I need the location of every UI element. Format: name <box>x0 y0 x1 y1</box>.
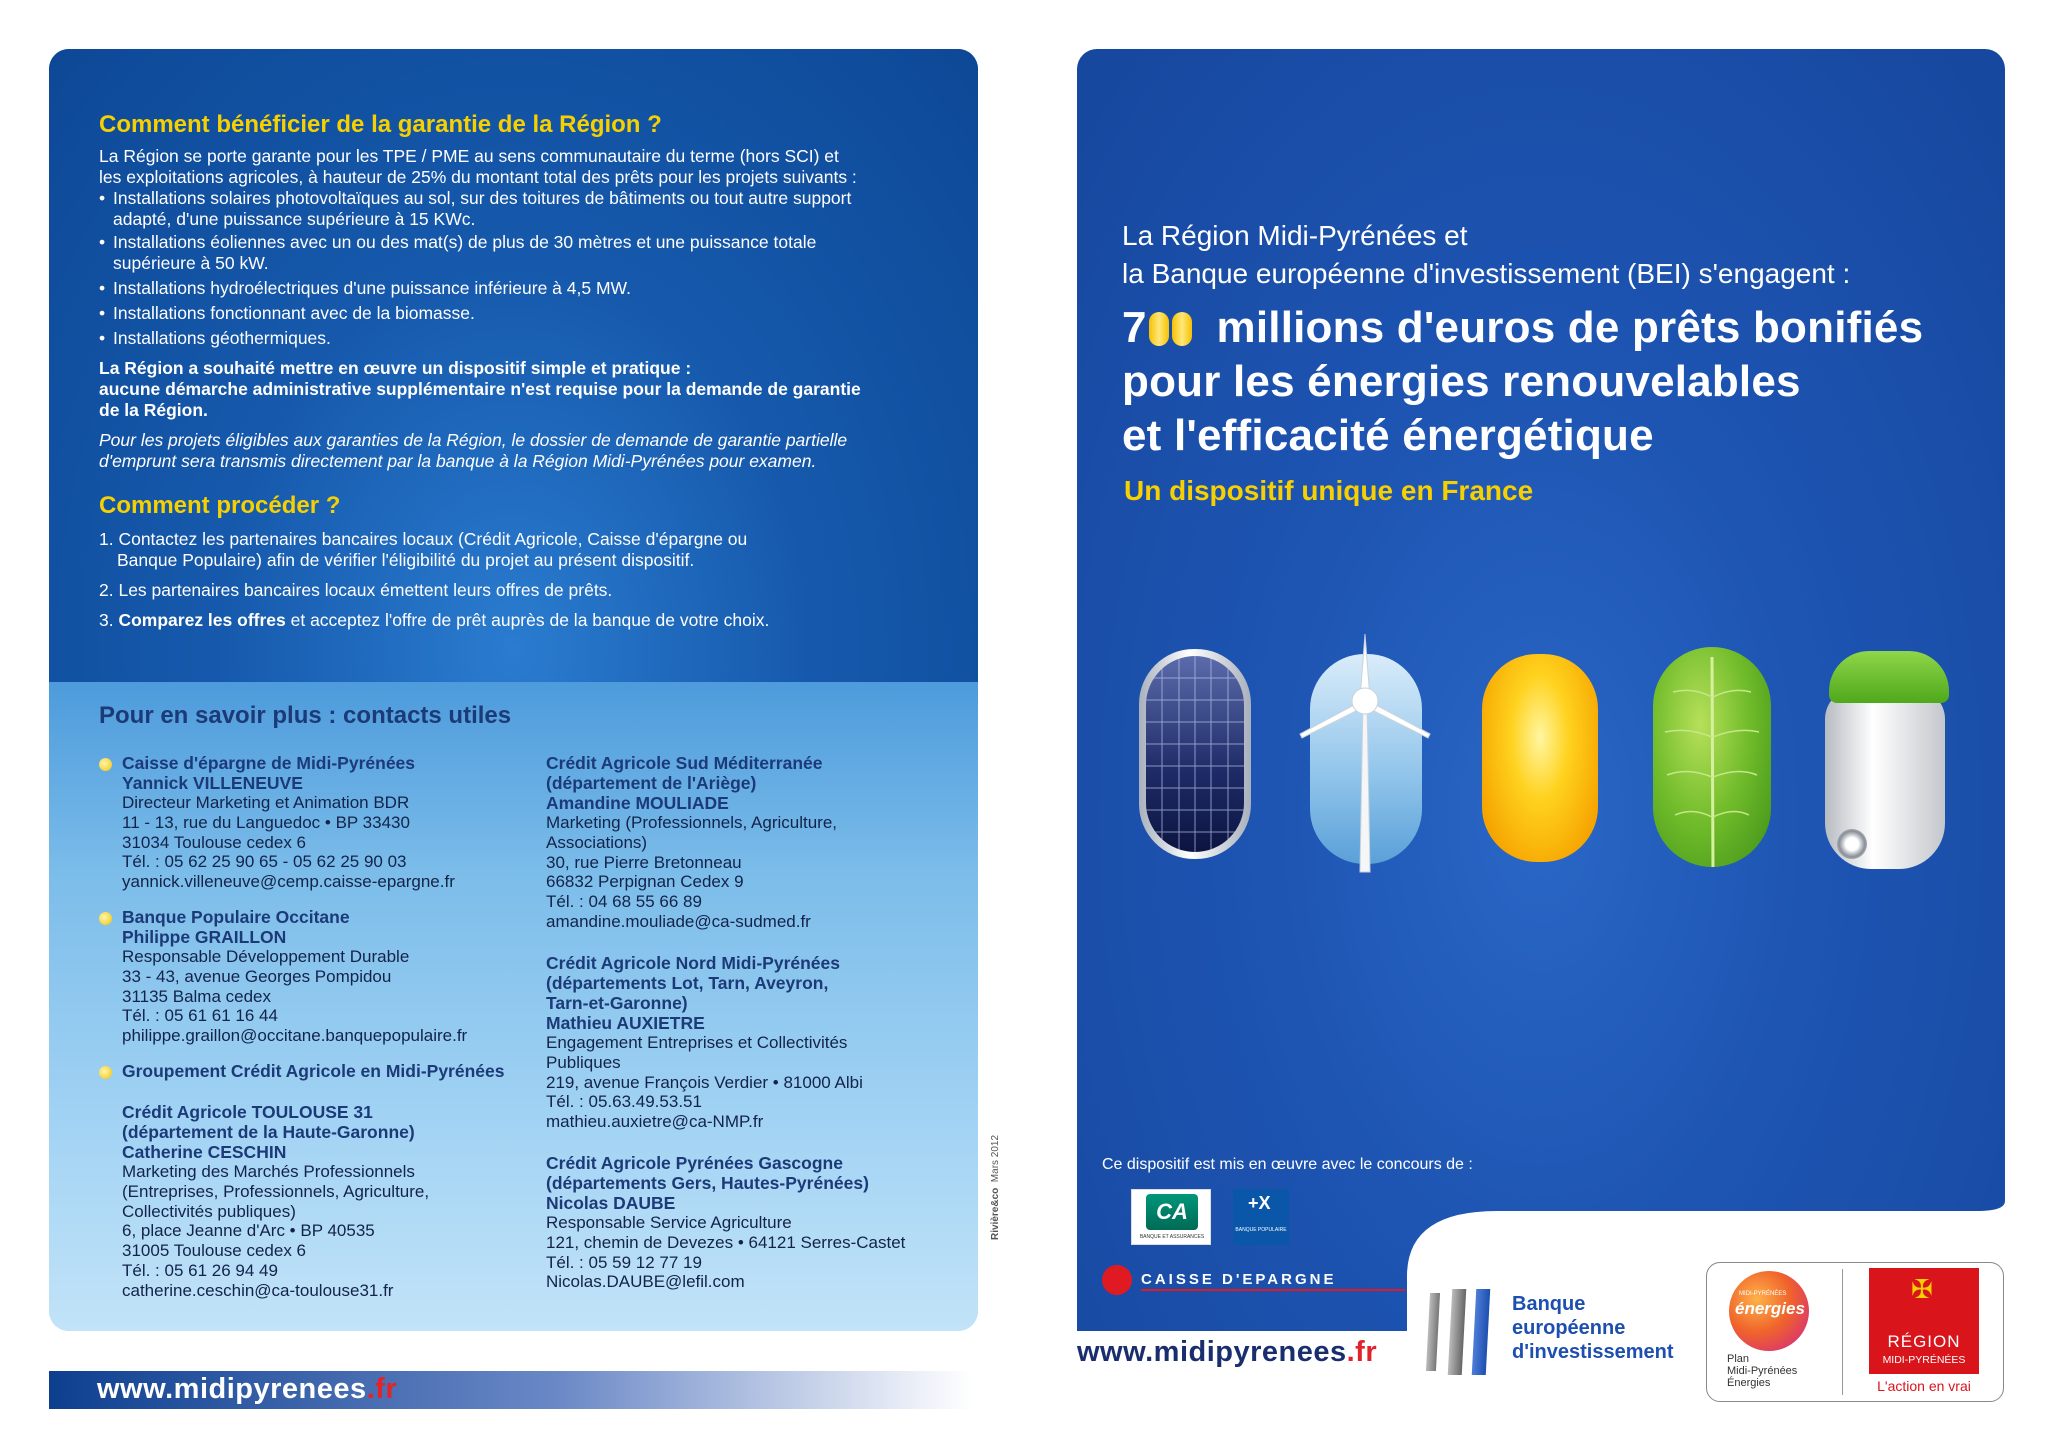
contacts-section <box>49 682 978 1331</box>
email-link[interactable]: Nicolas.DAUBE@lefil.com <box>546 1272 745 1292</box>
contacts-heading: Pour en savoir plus : contacts utiles <box>99 702 512 729</box>
bullet-dot-icon <box>99 1066 112 1079</box>
cover-title-line-2: pour les énergies renouvelables <box>1122 357 1801 406</box>
right-panel <box>1077 49 2005 1331</box>
left-url-bar <box>49 1371 972 1409</box>
coin-zero-icon <box>1149 312 1169 346</box>
green-cap-icon <box>1829 651 1949 703</box>
solar-panel-icon <box>1139 649 1251 859</box>
contact-banque-populaire: Banque Populaire Occitane Philippe GRAILLON Responsable Développement Durable 33 - 43, avenue Georges Pompidou 31135 Balma cedex Tél. : 05 61 61 16 44 philippe.graillon@occitane.banquepopulaire.fr <box>122 907 522 1046</box>
bei-name: Banque européenne d'investissement <box>1512 1293 1674 1363</box>
bullet-dot-icon <box>99 912 112 925</box>
print-credit: Rivière&co Mars 2012 <box>990 1134 1001 1240</box>
bullet-dot-icon <box>99 758 112 771</box>
contact-ca-toulouse: Crédit Agricole TOULOUSE 31 (département de la Haute-Garonne) Catherine CESCHIN Marketing des Marchés Professionnels (Entreprises, Professionnels, Agriculture, Collectivités publiques) 6, place Jeanne d'Arc • BP 40535 31005 Toulouse cedex 6 Tél. : 05 61 26 94 49 catherine.ceschin@ca-toulouse31.fr <box>122 1102 522 1301</box>
email-link[interactable]: catherine.ceschin@ca-toulouse31.fr <box>122 1280 394 1300</box>
wind-turbine-icon <box>1310 654 1422 864</box>
region-logo: ✠ RÉGION MIDI-PYRÉNÉES <box>1869 1268 1979 1374</box>
credit-agricole-logo: CA BANQUE ET ASSURANCES <box>1131 1189 1211 1245</box>
steps-list: 1. Contactez les partenaires bancaires locaux (Crédit Agricole, Caisse d'épargne ou Banque Populaire) afin de vérifier l'éligibilité du projet au présent dispositif. 2. Les partenaires bancaires locaux émettent leurs offres de prêts. 3. Comparez les offres et acceptez l'offre de prêt auprès de la banque de votre choix. <box>99 529 770 630</box>
cover-title: 7 millions d'euros de prêts bonifiés <box>1122 303 1924 352</box>
plus-x-icon: +X <box>1248 1193 1271 1213</box>
leaf-icon <box>1653 647 1771 867</box>
email-link[interactable]: yannick.villeneuve@cemp.caisse-epargne.fr <box>122 872 455 892</box>
bei-logo <box>1428 1289 1498 1377</box>
sun-icon <box>1482 654 1598 862</box>
website-link[interactable]: www.midipyrenees.fr <box>97 1373 398 1405</box>
groupement-credit-agricole: Groupement Crédit Agricole en Midi-Pyrénées <box>122 1061 505 1081</box>
cover-tagline: Un dispositif unique en France <box>1124 475 1534 506</box>
info-section <box>49 49 978 682</box>
contact-ca-pyrenees-gascogne: Crédit Agricole Pyrénées Gascogne (départements Gers, Hautes-Pyrénées) Nicolas DAUBE Responsable Service Agriculture 121, chemin de Devezes • 64121 Serres-Castet Tél. : 05 59 12 77 19 Nicolas.DAUBE@lefil.com <box>546 1153 966 1292</box>
email-link[interactable]: mathieu.auxietre@ca-NMP.fr <box>546 1112 764 1132</box>
intro-line-2: la Banque européenne d'investissement (BEI) s'engagent : <box>1122 258 1851 289</box>
website-link[interactable]: www.midipyrenees.fr <box>1077 1336 1378 1368</box>
email-link[interactable]: amandine.mouliade@ca-sudmed.fr <box>546 911 811 931</box>
heading-proceder: Comment procéder ? <box>99 492 341 519</box>
region-slogan: L'action en vrai <box>1877 1378 1971 1394</box>
cover-title-line-3: et l'efficacité énergétique <box>1122 411 1654 460</box>
coin-zero-icon <box>1172 312 1192 346</box>
contact-caisse-epargne: Caisse d'épargne de Midi-Pyrénées Yannick VILLENEUVE Directeur Marketing et Animation BDR 11 - 13, rue du Languedoc • BP 33430 31034 Toulouse cedex 6 Tél. : 05 62 25 90 65 - 05 62 25 90 03 yannick.villeneuve@cemp.caisse-epargne.fr <box>122 753 522 892</box>
contact-ca-sud-mediterranee: Crédit Agricole Sud Méditerranée (département de l'Ariège) Amandine MOULIADE Marketing (Professionnels, Agriculture, Associations) 30, rue Pierre Bretonneau 66832 Perpignan Cedex 9 Tél. : 04 68 55 66 89 amandine.mouliade@ca-sudmed.fr <box>546 753 956 932</box>
caisse-epargne-logo: CAISSE D'EPARGNE <box>1141 1271 1337 1288</box>
biomass-boiler-icon <box>1825 689 1945 869</box>
intro-line-1: La Région Midi-Pyrénées et <box>1122 220 1468 251</box>
left-panel <box>49 49 978 1331</box>
contact-ca-nord: Crédit Agricole Nord Midi-Pyrénées (départements Lot, Tarn, Aveyron, Tarn-et-Garonne) Mathieu AUXIETRE Engagement Entreprises et Collectivités Publiques 219, avenue François Verdier • 81000 Albi Tél. : 05.63.49.53.51 mathieu.auxietre@ca-NMP.fr <box>546 953 956 1132</box>
partners-note: Ce dispositif est mis en œuvre avec le concours de : <box>1102 1156 1473 1173</box>
heading-garantie: Comment bénéficier de la garantie de la Région ? <box>99 111 662 138</box>
email-link[interactable]: philippe.graillon@occitane.banquepopulaire.fr <box>122 1026 468 1046</box>
plan-energies-label: Plan Midi-Pyrénées Énergies <box>1727 1353 1798 1389</box>
divider <box>1842 1269 1843 1395</box>
energies-logo: MIDI-PYRÉNÉES énergies <box>1729 1271 1809 1351</box>
banque-populaire-logo: +X BANQUE POPULAIRE <box>1233 1189 1289 1245</box>
intro-text: La Région se porte garante pour les TPE / PME au sens communautaire du terme (hors SCI) et les exploitations agricoles, à hauteur de 25% du montant total des prêts pour les projets suivants : • Installations solaires photovoltaïques au sol, sur des toitures de bâtiments ou tout autre support adapté, d'une puissance supérieure à 15 KWc. • Installations éoliennes avec un ou des mat(s) de plus de 30 mètres et une puissance totale supérieure à 50 kW. • Installations hydroélectriques d'une puissance inférieure à 4,5 MW. • Installations fonctionnant avec de la biomasse. • Installations géothermiques. La Région a souhaité mettre en œuvre un dispositif simple et pratique : aucune démarche administrative supplémentaire n'est requise pour la demande de garantie de la Région. Pour les projets éligibles aux garanties de la Région, le dossier de demande de garantie partielle d'emprunt sera transmis directement par la banque à la Région Midi-Pyrénées pour examen. <box>99 146 939 472</box>
occitan-cross-icon: ✠ <box>1911 1274 1933 1304</box>
region-logos-box <box>1706 1262 2004 1402</box>
